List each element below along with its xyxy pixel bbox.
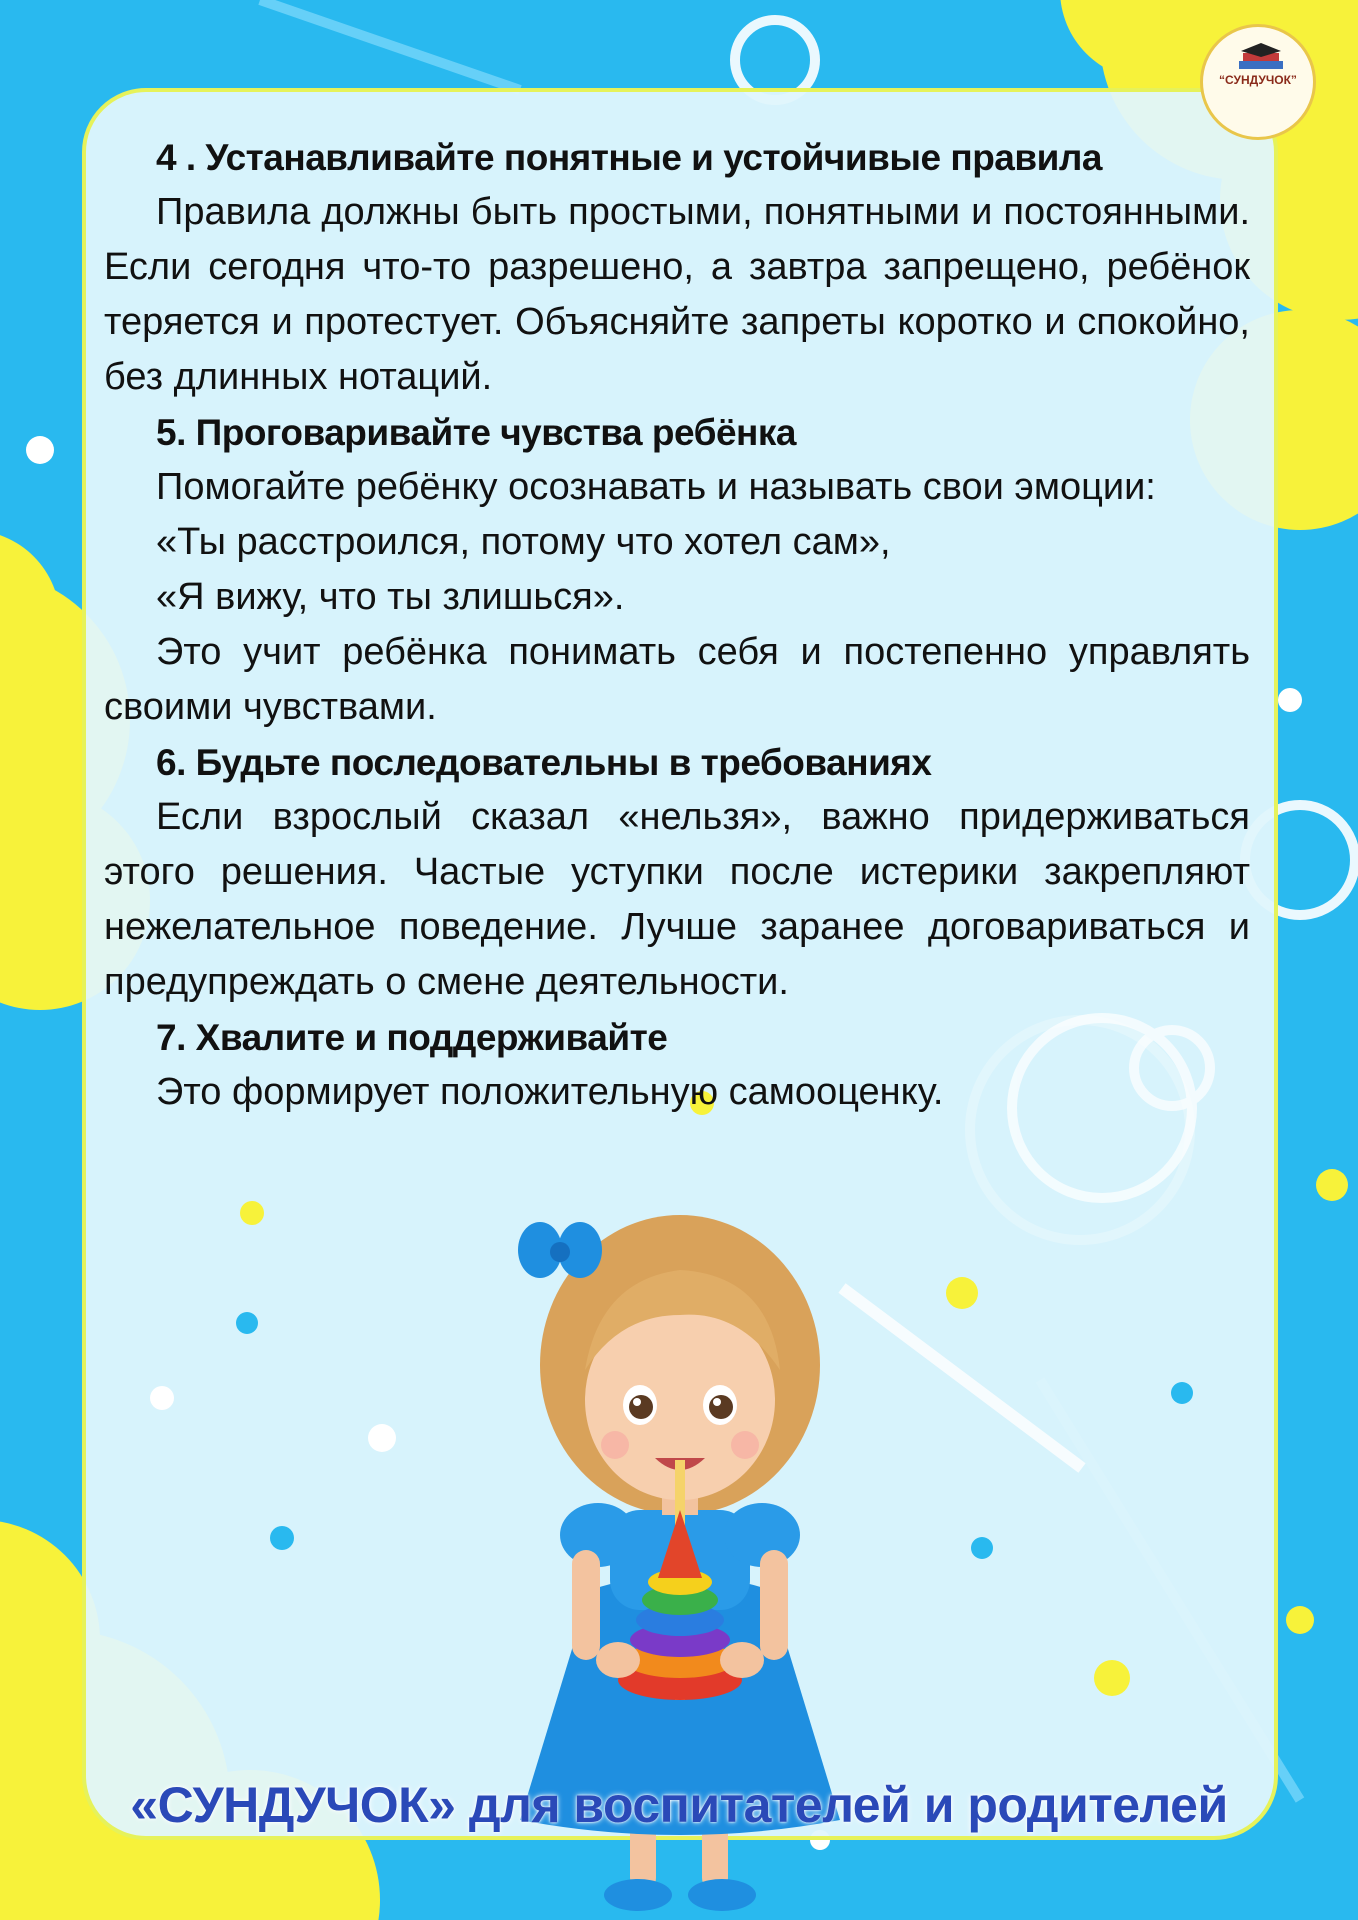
books-icon <box>1231 41 1291 75</box>
paragraph-rule-7: Это формирует положительную самооценку. <box>156 1071 944 1113</box>
hair-bow <box>518 1222 602 1278</box>
article-body <box>104 130 1250 1120</box>
heading-rule-6: 6. Будьте последовательны в требованиях <box>156 742 932 783</box>
quote-line: «Я вижу, что ты злишься». <box>156 576 625 618</box>
paragraph-rule-6: Если взрослый сказал «нельзя», важно придерживаться этого решения. Частые уступки после истерики закрепляют нежелательное поведение. Лучше заранее договариваться и предупреждать о смене деятельности. <box>104 796 1250 1003</box>
logo-badge <box>1200 24 1316 140</box>
paragraph-rule-5-after: Это учит ребёнка понимать себя и постепенно управлять своими чувствами. <box>104 631 1250 728</box>
heading-rule-5: 5. Проговаривайте чувства ребёнка <box>156 412 796 453</box>
quote-line: «Ты расстроился, потому что хотел сам», <box>156 521 891 563</box>
heading-rule-4: 4 . Устанавливайте понятные и устойчивые правила <box>156 137 1102 178</box>
footer-title: «СУНДУЧОК» для воспитателей и родителей <box>130 1777 1228 1833</box>
paragraph-rule-5: Помогайте ребёнку осознавать и называть свои эмоции: <box>156 466 1156 508</box>
paragraph-rule-4: Правила должны быть простыми, понятными и постоянными. Если сегодня что-то разрешено, а завтра запрещено, ребёнок теряется и протестует. Объясняйте запреты коротко и спокойно, без длинных нотаций. <box>104 191 1250 398</box>
logo-text: “СУНДУЧОК” <box>1219 73 1297 87</box>
heading-rule-7: 7. Хвалите и поддерживайте <box>156 1017 668 1058</box>
